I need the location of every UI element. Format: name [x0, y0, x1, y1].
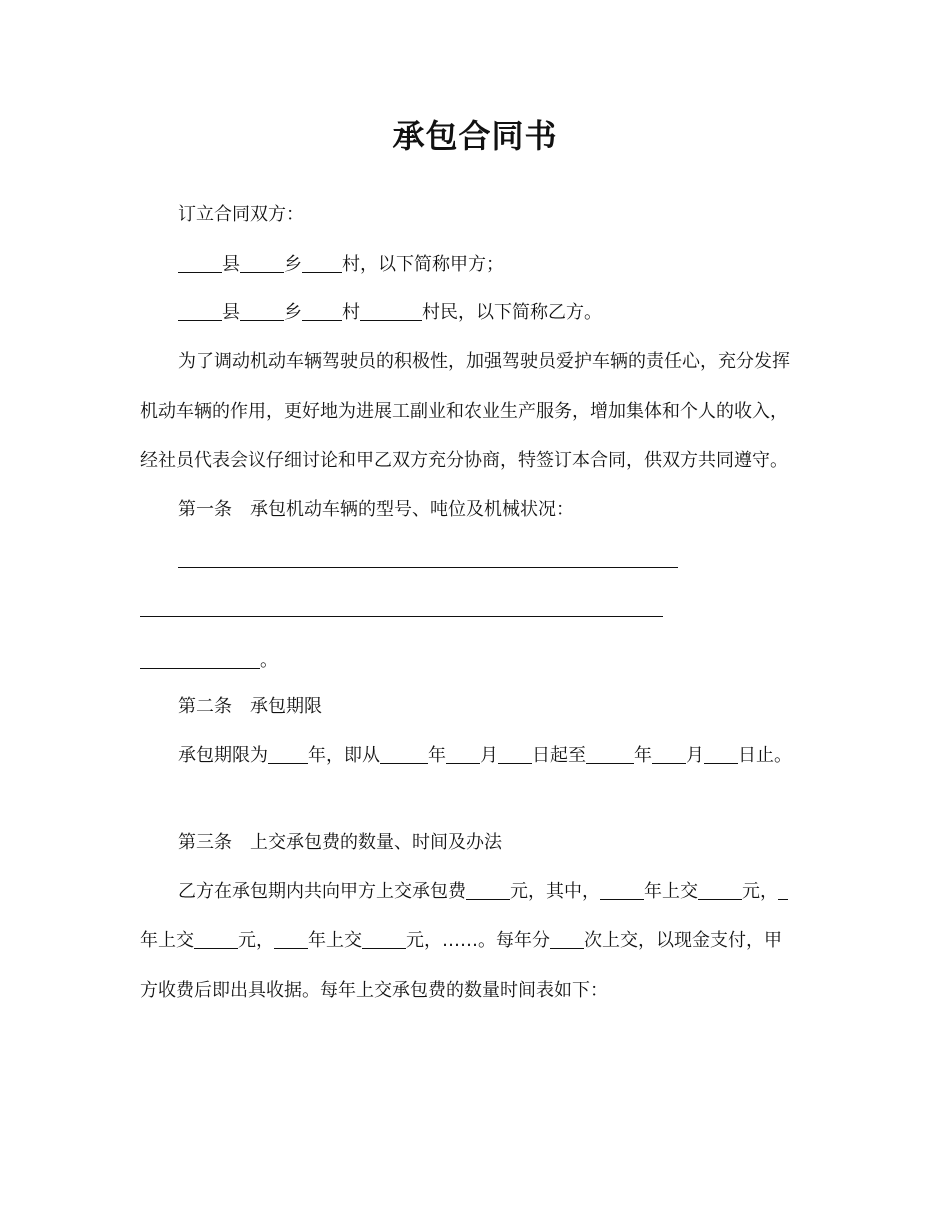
- total-fee-blank[interactable]: [466, 881, 510, 900]
- term-text: 年: [428, 745, 446, 766]
- fee-text: 次上交，以现金支付，甲: [584, 930, 782, 951]
- fee-text: 年上交: [308, 930, 362, 951]
- start-month-blank[interactable]: [446, 745, 480, 764]
- village-blank[interactable]: [302, 302, 342, 321]
- party-b-label: 村民，以下简称乙方。: [422, 302, 602, 323]
- year-blank[interactable]: [778, 881, 788, 900]
- township-label: 乡: [284, 254, 302, 275]
- article-title: 上交承包费的数量、时间及办法: [250, 832, 502, 853]
- intro-text: 订立合同双方：: [178, 204, 304, 225]
- end-month-blank[interactable]: [652, 745, 686, 764]
- period-mark: 。: [260, 650, 278, 671]
- term-text: 承包期限为: [178, 745, 268, 766]
- term-text: 年: [634, 745, 652, 766]
- vehicle-spec-blank-1[interactable]: [178, 567, 678, 568]
- term-text: 年，即从: [308, 745, 380, 766]
- amount-blank[interactable]: [362, 930, 406, 949]
- term-text: 月: [686, 745, 704, 766]
- vehicle-spec-line-3: [140, 646, 820, 676]
- article-1-heading: [178, 495, 858, 525]
- county-blank[interactable]: [178, 302, 222, 321]
- document-title: 承包合同书: [392, 117, 558, 155]
- county-label: 县: [222, 254, 240, 275]
- party-b-line: [178, 298, 858, 328]
- term-text: 月: [480, 745, 498, 766]
- term-years-blank[interactable]: [268, 745, 308, 764]
- village-blank[interactable]: [302, 254, 342, 273]
- fee-text: 元，: [742, 881, 778, 902]
- party-a-line: [178, 250, 858, 280]
- article-title: 承包期限: [250, 696, 322, 717]
- fee-text: 年上交: [140, 930, 194, 951]
- article-number: 第三条: [178, 832, 232, 853]
- villager-name-blank[interactable]: [360, 302, 422, 321]
- end-day-blank[interactable]: [704, 745, 738, 764]
- term-text: 日起至: [532, 745, 586, 766]
- fee-text: 年上交: [644, 881, 698, 902]
- purpose-line-3: 经社员代表会议仔细讨论和甲乙双方充分协商，特签订本合同，供双方共同遵守。: [140, 450, 788, 471]
- fee-text: 元，其中，: [510, 881, 600, 902]
- article-2-heading: [178, 692, 858, 722]
- year-blank[interactable]: [274, 930, 308, 949]
- purpose-line-2: 机动车辆的作用，更好地为进展工副业和农业生产服务，增加集体和个人的收入，: [140, 401, 788, 422]
- vehicle-spec-blank-2[interactable]: [140, 616, 663, 617]
- township-blank[interactable]: [240, 302, 284, 321]
- term-line: [178, 741, 858, 771]
- end-year-blank[interactable]: [586, 745, 634, 764]
- fee-text: 乙方在承包期内共向甲方上交承包费: [178, 881, 466, 902]
- vehicle-spec-blank-3[interactable]: [140, 650, 260, 669]
- start-year-blank[interactable]: [380, 745, 428, 764]
- year-blank[interactable]: [600, 881, 644, 900]
- village-label: 村: [342, 302, 360, 323]
- installments-blank[interactable]: [550, 930, 584, 949]
- party-a-label: 村，以下简称甲方；: [342, 254, 504, 275]
- fee-line-1: [178, 877, 858, 907]
- fee-text: 元，……。每年分: [406, 930, 550, 951]
- county-blank[interactable]: [178, 254, 222, 273]
- start-day-blank[interactable]: [498, 745, 532, 764]
- article-title: 承包机动车辆的型号、吨位及机械状况：: [250, 499, 574, 520]
- township-blank[interactable]: [240, 254, 284, 273]
- township-label: 乡: [284, 302, 302, 323]
- fee-line-2: [140, 926, 820, 956]
- article-number: 第一条: [178, 499, 232, 520]
- purpose-line-1: 为了调动机动车辆驾驶员的积极性，加强驾驶员爱护车辆的责任心，充分发挥: [178, 351, 790, 372]
- fee-line-3: 方收费后即出具收据。每年上交承包费的数量时间表如下：: [140, 980, 608, 1001]
- amount-blank[interactable]: [194, 930, 238, 949]
- article-3-heading: [178, 828, 858, 858]
- fee-text: 元，: [238, 930, 274, 951]
- term-text: 日止。: [738, 745, 792, 766]
- intro-line: [178, 200, 858, 230]
- amount-blank[interactable]: [698, 881, 742, 900]
- county-label: 县: [222, 302, 240, 323]
- article-number: 第二条: [178, 696, 232, 717]
